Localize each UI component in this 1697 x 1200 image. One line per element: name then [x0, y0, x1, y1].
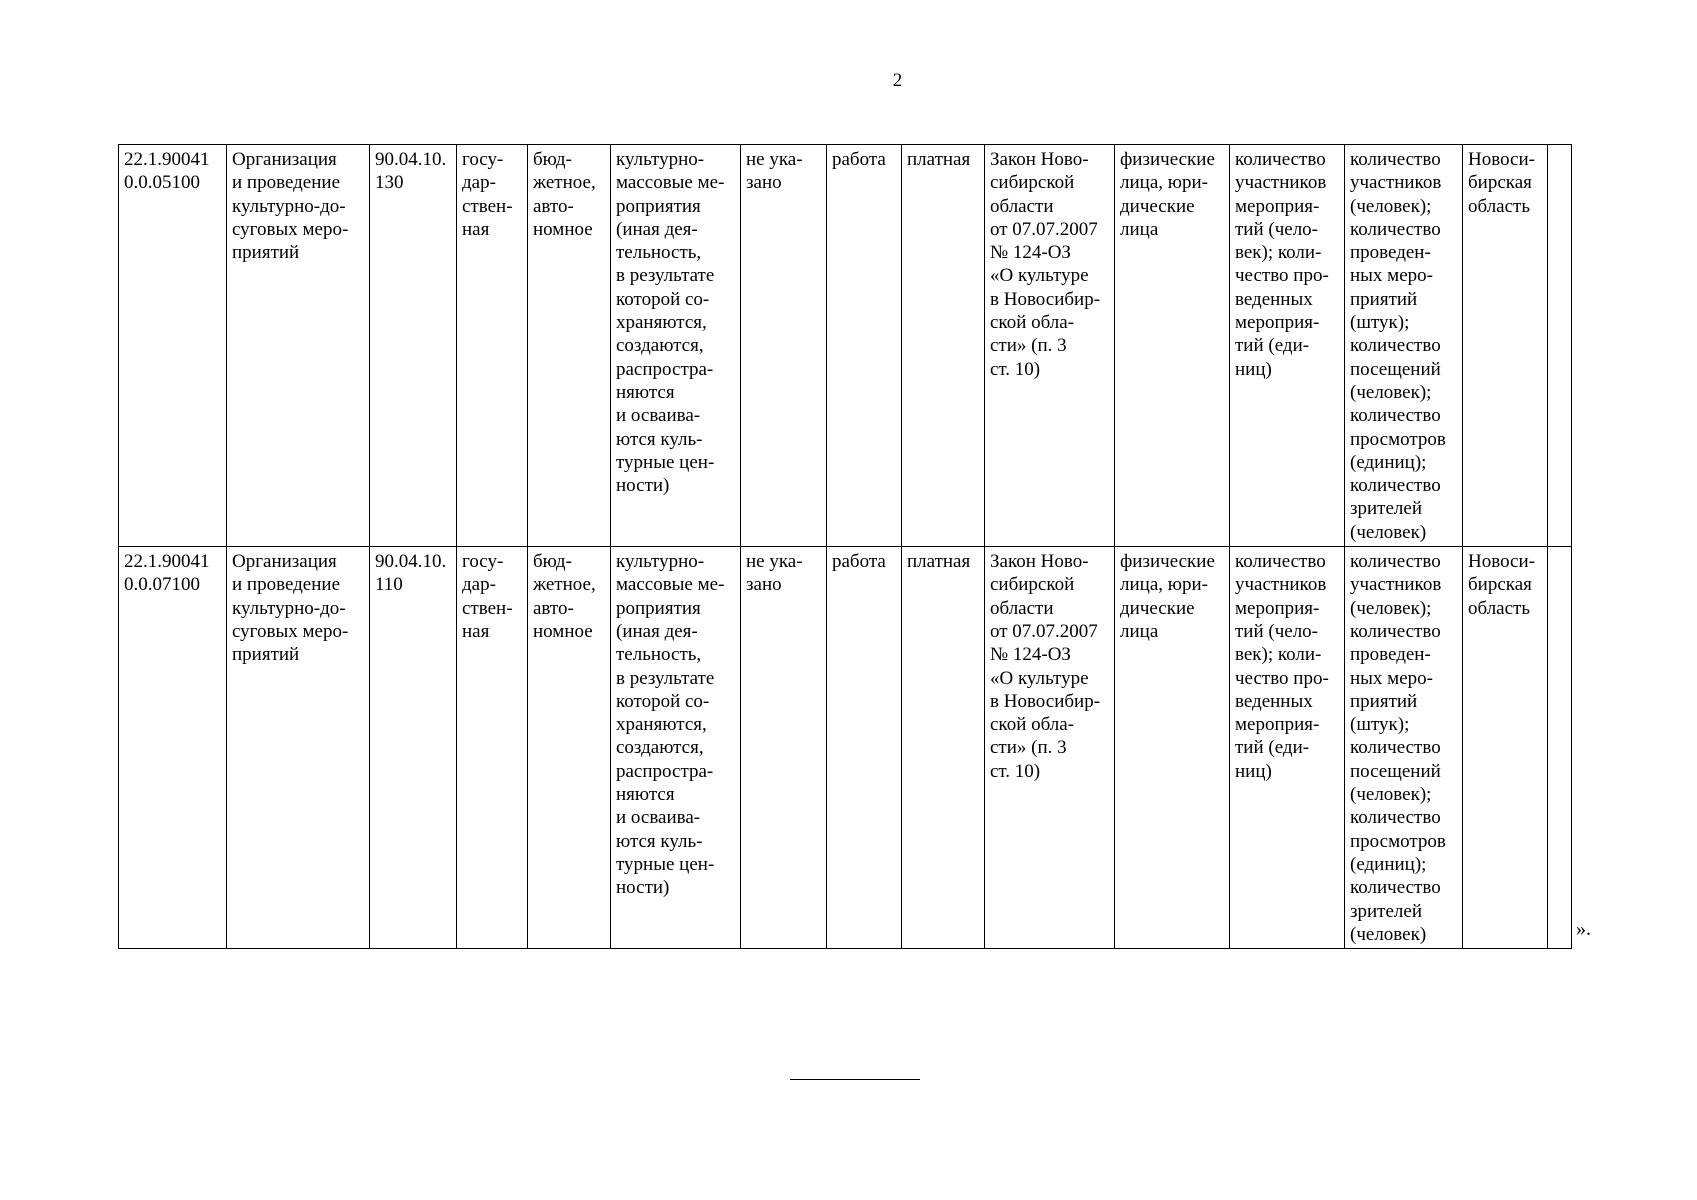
cell-empty — [1548, 547, 1572, 949]
cell-service-name: Организация и проведение культурно-до- суговых меро- приятий — [227, 145, 370, 547]
cell-ownership-type: госу- дар- ствен- ная — [457, 145, 528, 547]
cell-ownership-type: госу- дар- ствен- ная — [457, 547, 528, 949]
cell-payment-type: платная — [902, 547, 985, 949]
cell-quality-indicators: количество участников (человек); количество проведен- ных меро- приятий (штук); количество посещений (человек); количество просмотров (единиц); количество зрителей (человек) — [1345, 547, 1463, 949]
services-registry-table — [118, 144, 1572, 949]
cell-service-name: Организация и проведение культурно-до- суговых меро- приятий — [227, 547, 370, 949]
closing-quote-mark: ». — [1576, 918, 1591, 940]
cell-conditions: не ука- зано — [741, 547, 827, 949]
cell-service-content: культурно- массовые ме- роприятия (иная дея- тельность, в результате которой со- храняются, создаются, распростра- няются и осваива- ются куль- турные цен- ности) — [611, 145, 741, 547]
cell-legal-basis: Закон Ново- сибирской области от 07.07.2007 № 124-ОЗ «О культуре в Новосибир- ской обла- сти» (п. 3 ст. 10) — [985, 145, 1115, 547]
footer-separator-line — [790, 1079, 920, 1080]
cell-conditions: не ука- зано — [741, 145, 827, 547]
table-row — [119, 547, 1572, 949]
cell-kind: работа — [827, 547, 902, 949]
page-number: 2 — [892, 70, 903, 91]
cell-territory: Новоси- бирская область — [1463, 547, 1548, 949]
cell-kind: работа — [827, 145, 902, 547]
cell-okved-code: 90.04.10. 110 — [370, 547, 457, 949]
cell-registry-code: 22.1.90041 0.0.07100 — [119, 547, 227, 949]
cell-service-content: культурно- массовые ме- роприятия (иная дея- тельность, в результате которой со- храняются, создаются, распростра- няются и осваива- ются куль- турные цен- ности) — [611, 547, 741, 949]
cell-consumers: физические лица, юри- дические лица — [1115, 547, 1230, 949]
cell-consumers: физические лица, юри- дические лица — [1115, 145, 1230, 547]
table-row — [119, 145, 1572, 547]
cell-volume-indicators: количество участников мероприя- тий (чело- век); коли- чество про- веденных мероприя- тий (еди- ниц) — [1230, 145, 1345, 547]
cell-payment-type: платная — [902, 145, 985, 547]
cell-okved-code: 90.04.10. 130 — [370, 145, 457, 547]
cell-empty — [1548, 145, 1572, 547]
cell-registry-code: 22.1.90041 0.0.05100 — [119, 145, 227, 547]
cell-territory: Новоси- бирская область — [1463, 145, 1548, 547]
cell-institution-type: бюд- жетное, авто- номное — [528, 547, 611, 949]
cell-legal-basis: Закон Ново- сибирской области от 07.07.2007 № 124-ОЗ «О культуре в Новосибир- ской обла- сти» (п. 3 ст. 10) — [985, 547, 1115, 949]
cell-volume-indicators: количество участников мероприя- тий (чело- век); коли- чество про- веденных мероприя- тий (еди- ниц) — [1230, 547, 1345, 949]
cell-quality-indicators: количество участников (человек); количество проведен- ных меро- приятий (штук); количество посещений (человек); количество просмотров (единиц); количество зрителей (человек) — [1345, 145, 1463, 547]
cell-institution-type: бюд- жетное, авто- номное — [528, 145, 611, 547]
